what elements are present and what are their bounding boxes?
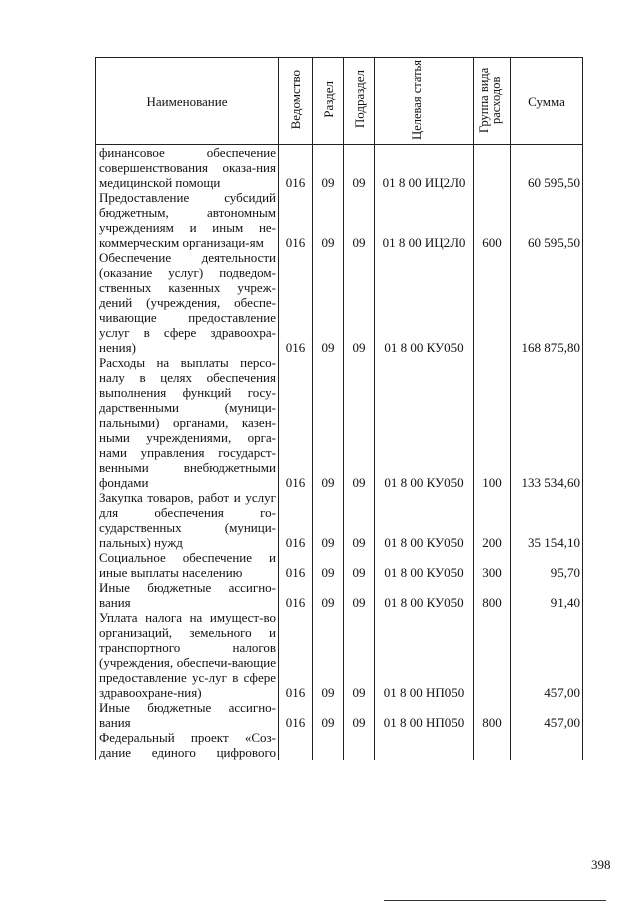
row-section: 09	[313, 700, 344, 730]
row-group: 600	[474, 190, 511, 250]
row-section	[313, 730, 344, 760]
row-group	[474, 145, 511, 191]
row-sum: 133 534,60	[511, 355, 583, 490]
row-group	[474, 730, 511, 760]
row-dept	[279, 730, 313, 760]
row-sum	[511, 730, 583, 760]
row-group: 800	[474, 700, 511, 730]
row-name: Социальное обеспечение и иные выплаты населению	[96, 550, 279, 580]
row-article: 01 8 00 ИЦ2Л0	[375, 145, 474, 191]
row-section: 09	[313, 190, 344, 250]
row-name: Иные бюджетные ассигно-вания	[96, 580, 279, 610]
row-section: 09	[313, 355, 344, 490]
row-sum: 60 595,50	[511, 145, 583, 191]
footer-divider	[384, 900, 606, 901]
table-row	[96, 250, 583, 355]
row-name: Закупка товаров, работ и услуг для обеспечения го-сударственных (муници-пальных) нужд	[96, 490, 279, 550]
row-article: 01 8 00 КУ050	[375, 355, 474, 490]
row-dept: 016	[279, 355, 313, 490]
table-row	[96, 730, 583, 760]
row-subsection: 09	[344, 250, 375, 355]
row-group	[474, 610, 511, 700]
table-row	[96, 355, 583, 490]
table-row	[96, 190, 583, 250]
row-name: Иные бюджетные ассигно-вания	[96, 700, 279, 730]
row-name: финансовое обеспечение совершенствования оказа-ния медицинской помощи	[96, 145, 279, 191]
header-section: Раздел	[313, 58, 344, 145]
row-subsection: 09	[344, 355, 375, 490]
row-dept: 016	[279, 250, 313, 355]
row-sum: 457,00	[511, 700, 583, 730]
row-dept: 016	[279, 580, 313, 610]
header-dept: Ведомство	[279, 58, 313, 145]
row-dept: 016	[279, 190, 313, 250]
row-article: 01 8 00 КУ050	[375, 550, 474, 580]
row-group: 100	[474, 355, 511, 490]
row-sum: 95,70	[511, 550, 583, 580]
row-section: 09	[313, 145, 344, 191]
row-article: 01 8 00 ИЦ2Л0	[375, 190, 474, 250]
row-article: 01 8 00 КУ050	[375, 580, 474, 610]
row-dept: 016	[279, 145, 313, 191]
budget-table	[95, 57, 583, 760]
row-section: 09	[313, 550, 344, 580]
row-subsection: 09	[344, 490, 375, 550]
table-row	[96, 490, 583, 550]
row-section: 09	[313, 580, 344, 610]
row-subsection: 09	[344, 145, 375, 191]
row-sum: 60 595,50	[511, 190, 583, 250]
row-name: Обеспечение деятельности (оказание услуг) подведом-ственных казенных учреж-дений (учреждения, обеспе-чивающие предоставление услуг в сфере здравоохра-нения)	[96, 250, 279, 355]
row-subsection: 09	[344, 190, 375, 250]
table-row	[96, 145, 583, 191]
row-dept: 016	[279, 490, 313, 550]
row-article: 01 8 00 НП050	[375, 700, 474, 730]
row-section: 09	[313, 610, 344, 700]
row-sum: 35 154,10	[511, 490, 583, 550]
row-name: Уплата налога на имущест-во организаций, земельного и транспортного налогов (учреждения, обеспечи-вающие предоставление ус-луг в сфере здравоохране-ния)	[96, 610, 279, 700]
row-group: 800	[474, 580, 511, 610]
row-sum: 457,00	[511, 610, 583, 700]
row-group: 200	[474, 490, 511, 550]
page-number: 398	[591, 857, 611, 872]
row-subsection: 09	[344, 550, 375, 580]
row-subsection: 09	[344, 610, 375, 700]
header-subsection: Подраздел	[344, 58, 375, 145]
row-name: Федеральный проект «Соз-дание единого цифрового	[96, 730, 279, 760]
row-section: 09	[313, 490, 344, 550]
header-name: Наименование	[96, 58, 279, 145]
row-subsection: 09	[344, 700, 375, 730]
row-subsection	[344, 730, 375, 760]
row-sum: 168 875,80	[511, 250, 583, 355]
row-sum: 91,40	[511, 580, 583, 610]
table-row	[96, 610, 583, 700]
row-group: 300	[474, 550, 511, 580]
header-article: Целевая статья	[375, 58, 474, 145]
table-row	[96, 580, 583, 610]
table-header-row	[96, 58, 583, 145]
row-dept: 016	[279, 610, 313, 700]
row-section: 09	[313, 250, 344, 355]
row-dept: 016	[279, 550, 313, 580]
row-subsection: 09	[344, 580, 375, 610]
row-article: 01 8 00 КУ050	[375, 250, 474, 355]
row-name: Предоставление субсидий бюджетным, автономным учреждениям и иным не-коммерческим организаци-ям	[96, 190, 279, 250]
row-article: 01 8 00 КУ050	[375, 490, 474, 550]
row-article	[375, 730, 474, 760]
row-name: Расходы на выплаты персо-налу в целях обеспечения выполнения функций госу-дарственными (муници-пальными) органами, казен-ными учреждениями, орга-нами управления государст-венными внебюджетными фондами	[96, 355, 279, 490]
row-group	[474, 250, 511, 355]
header-sum: Сумма	[511, 58, 583, 145]
header-group: Группа вида расходов	[474, 58, 511, 145]
row-dept: 016	[279, 700, 313, 730]
table-row	[96, 550, 583, 580]
table-row	[96, 700, 583, 730]
row-article: 01 8 00 НП050	[375, 610, 474, 700]
